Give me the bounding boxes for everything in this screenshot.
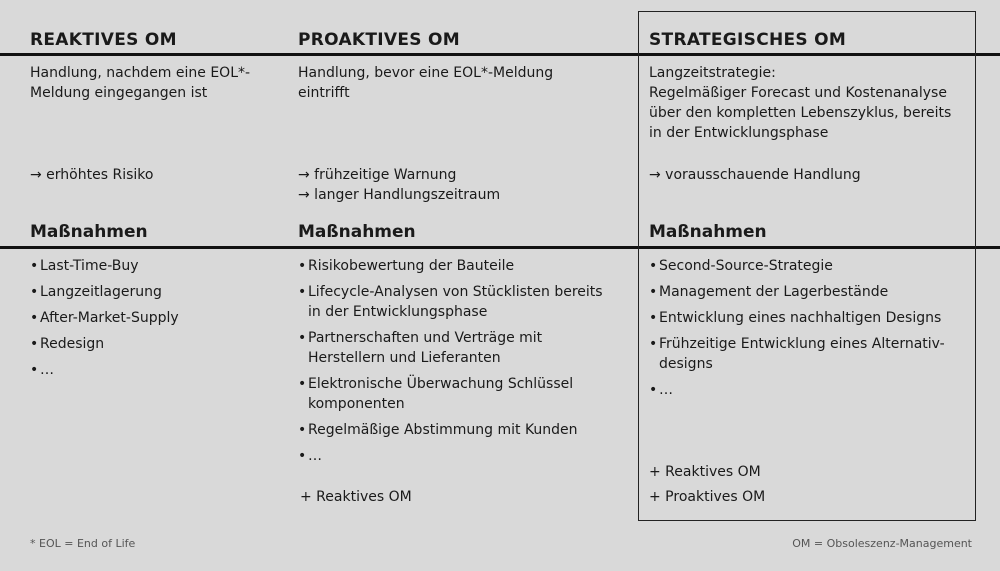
list-item: • Redesign — [30, 334, 179, 354]
list-item: • … — [649, 380, 945, 400]
list-item: • Regelmäßige Abstimmung mit Kunden — [298, 420, 603, 440]
measures-list-proactive — [298, 256, 603, 472]
extra-reactive-proactive: + Reaktives OM — [300, 489, 412, 505]
list-item: • Second-Source-Strategie — [649, 256, 945, 276]
column-description-strategic: Langzeitstrategie: Regelmäßiger Forecast und Kostenanalyse über den kompletten Lebenszyklus, bereits in der Entwicklungsphase — [649, 65, 952, 141]
column-title-proactive: PROAKTIVES OM — [298, 30, 460, 50]
column-notes-proactive: → frühzeitige Warnung → langer Handlungszeitraum — [298, 167, 501, 203]
column-notes-reactive: → erhöhtes Risiko — [30, 167, 154, 183]
measures-title-reactive: Maßnahmen — [30, 222, 148, 242]
footnote-om: OM = Obsoleszenz-Management — [792, 537, 972, 550]
list-item: • Management der Lagerbestände — [649, 282, 945, 302]
measures-list-reactive — [30, 256, 179, 386]
list-item: • Last-Time-Buy — [30, 256, 179, 276]
list-item: • Partnerschaften und Verträge mit Herstellern und Lieferanten — [298, 328, 603, 368]
extra-reactive-strategic: + Reaktives OM — [649, 464, 761, 480]
measures-title-strategic: Maßnahmen — [649, 222, 767, 242]
list-item: • Entwicklung eines nachhaltigen Designs — [649, 308, 945, 328]
list-item: • Lifecycle-Analysen von Stücklisten bereits in der Entwicklungsphase — [298, 282, 603, 322]
list-item: • After-Market-Supply — [30, 308, 179, 328]
column-title-strategic: STRATEGISCHES OM — [649, 30, 847, 50]
column-description-reactive: Handlung, nachdem eine EOL*- Meldung eingegangen ist — [30, 65, 251, 101]
list-item: • Frühzeitige Entwicklung eines Alternativ- designs — [649, 334, 945, 374]
column-title-reactive: REAKTIVES OM — [30, 30, 177, 50]
measures-title-proactive: Maßnahmen — [298, 222, 416, 242]
column-description-proactive: Handlung, bevor eine EOL*-Meldung eintrifft — [298, 65, 554, 101]
column-notes-strategic: → vorausschauende Handlung — [649, 167, 861, 183]
list-item: • Langzeitlagerung — [30, 282, 179, 302]
list-item: • … — [30, 360, 179, 380]
list-item: • … — [298, 446, 603, 466]
list-item: • Elektronische Überwachung Schlüssel komponenten — [298, 374, 603, 414]
list-item: • Risikobewertung der Bauteile — [298, 256, 603, 276]
measures-list-strategic — [649, 256, 945, 406]
footnote-eol: * EOL = End of Life — [30, 537, 136, 550]
extra-proactive-strategic: + Proaktives OM — [649, 489, 766, 505]
